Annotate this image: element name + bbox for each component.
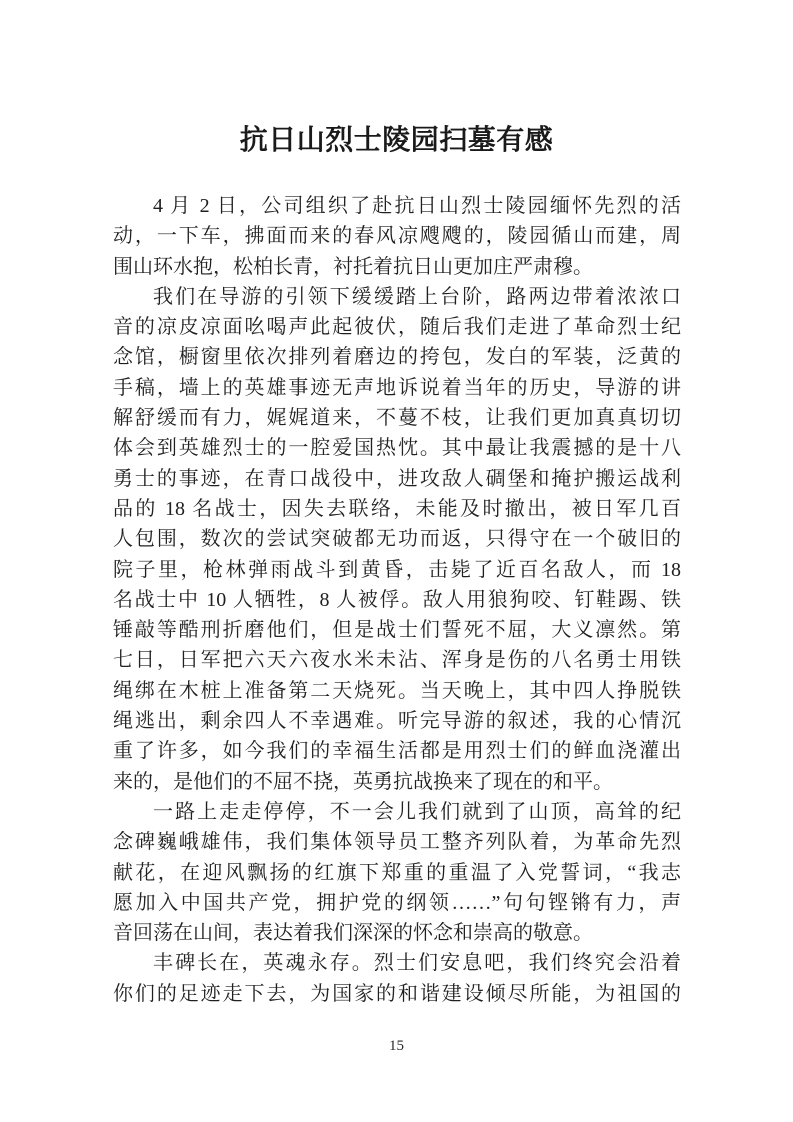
text-line: 围山环水抱，松柏长青，衬托着抗日山更加庄严肃穆。: [113, 255, 593, 278]
text-line: 人包围，数次的尝试突破都无功而返，只得守在一个破旧的: [113, 528, 681, 551]
text-line: 绳逃出，剩余四人不幸遇难。听完导游的叙述，我的心情沉: [113, 710, 681, 733]
text-line: 院子里，枪林弹雨战斗到黄昏，击毙了近百名敌人，而 18: [113, 558, 681, 581]
document-title: 抗日山烈士陵园扫墓有感: [239, 124, 554, 155]
text-line: 愿加入中国共产党，拥护党的纲领……”句句铿锵有力，声: [113, 891, 681, 914]
text-line: 动，一下车，拂面而来的春风凉飕飕的，陵园循山而建，周: [113, 225, 681, 248]
paragraph: [113, 191, 681, 282]
text-line: 4 月 2 日，公司组织了赴抗日山烈士陵园缅怀先烈的活: [153, 195, 681, 217]
text-line: 名战士中 10 人牺牲，8 人被俘。敌人用狼狗咬、钉鞋踢、铁: [113, 588, 681, 611]
text-line: 锤敲等酷刑折磨他们，但是战士们誓死不屈，大义凛然。第: [113, 619, 681, 642]
text-line: 解舒缓而有力，娓娓道来，不蔓不枝，让我们更加真真切切: [113, 407, 681, 430]
text-line: 你们的足迹走下去，为国家的和谐建设倾尽所能，为祖国的: [113, 982, 681, 1005]
paragraph: [113, 797, 681, 948]
page-number: 15: [389, 1038, 404, 1054]
paragraph: [113, 948, 681, 1009]
text-line: 献花，在迎风飘扬的红旗下郑重的重温了入党誓词，“我志: [113, 861, 681, 884]
text-line: 念馆，橱窗里依次排列着磨边的挎包，发白的军装，泛黄的: [113, 346, 681, 369]
text-line: 音回荡在山间，表达着我们深深的怀念和崇高的敬意。: [113, 922, 593, 945]
text-line: 念碑巍峨雄伟，我们集体领导员工整齐列队着，为革命先烈: [113, 831, 681, 854]
text-line: 品的 18 名战士，因失去联络，未能及时撤出，被日军几百: [113, 497, 681, 520]
text-line: 七日，日军把六天六夜水米未沾、浑身是伤的八名勇士用铁: [113, 649, 681, 672]
text-line: 重了许多，如今我们的幸福生活都是用烈士们的鲜血浇灌出: [113, 740, 681, 763]
text-line: 手稿，墙上的英雄事迹无声地诉说着当年的历史，导游的讲: [113, 376, 681, 399]
text-line: 绳绑在木桩上准备第二天烧死。当天晚上，其中四人挣脱铁: [113, 679, 681, 702]
text-line: 体会到英雄烈士的一腔爱国热忱。其中最让我震撼的是十八: [113, 437, 681, 460]
text-line: 勇士的事迹，在青口战役中，进攻敌人碉堡和掩护搬运战利: [113, 467, 681, 490]
document-body: [113, 191, 681, 1009]
text-line: 音的凉皮凉面吆喝声此起彼伏，随后我们走进了革命烈士纪: [113, 316, 681, 339]
text-line: 我们在导游的引领下缓缓踏上台阶，路两边带着浓浓口: [153, 285, 681, 308]
text-line: 一路上走走停停，不一会儿我们就到了山顶，高耸的纪: [153, 800, 681, 823]
text-line: 丰碑长在，英魂永存。烈士们安息吧，我们终究会沿着: [153, 952, 681, 975]
paragraph: [113, 282, 681, 797]
text-line: 来的，是他们的不屈不挠，英勇抗战换来了现在的和平。: [113, 770, 613, 793]
